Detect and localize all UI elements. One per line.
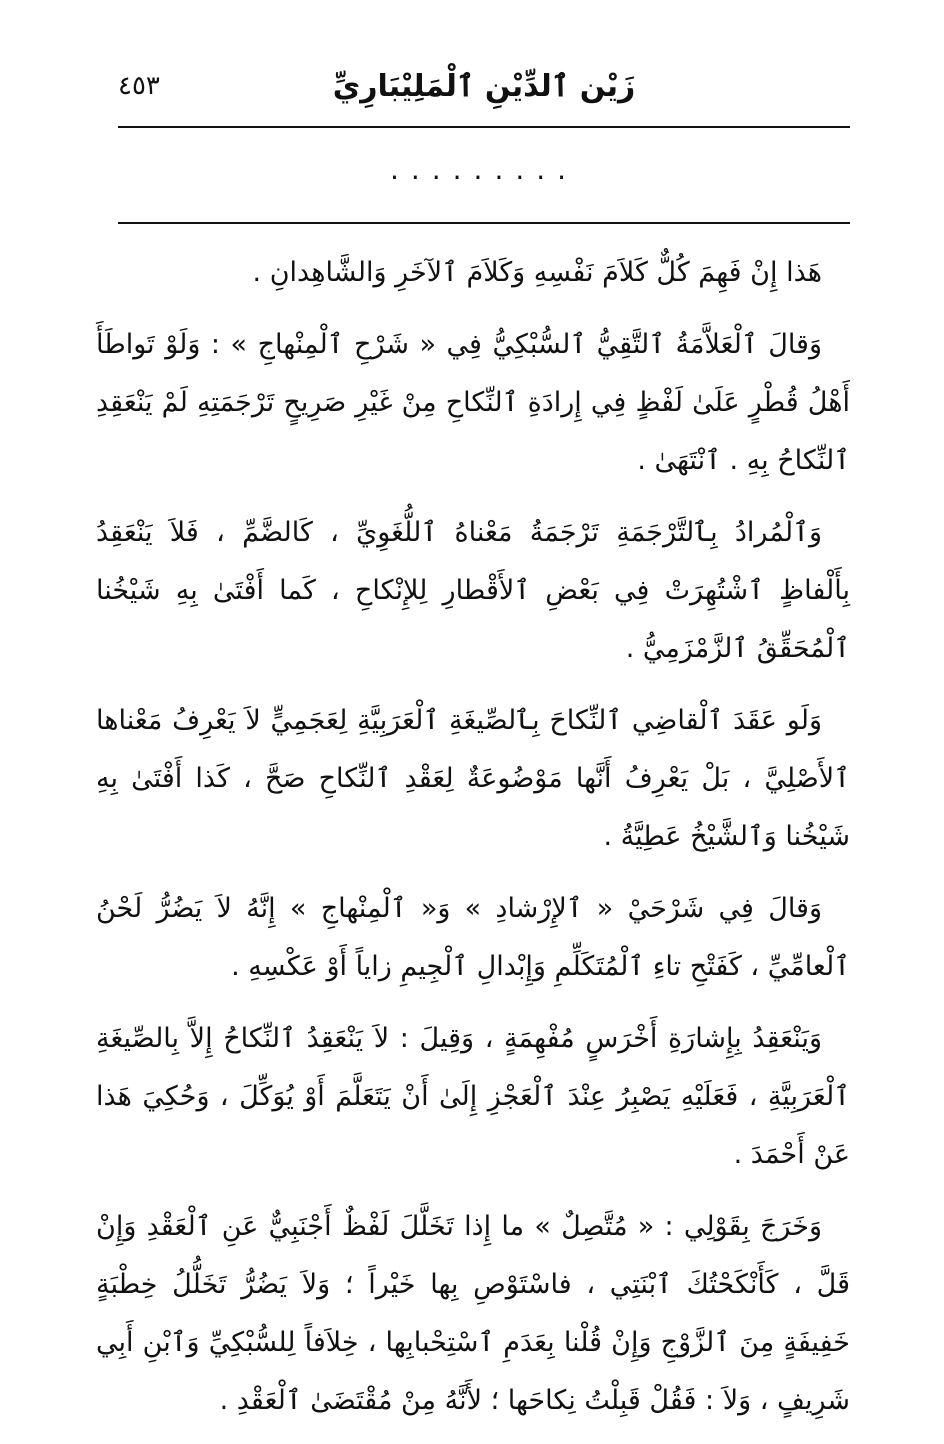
running-title: زَيْن ٱلدِّيْنِ ٱلْمَلِيْبَارِيِّ [332,69,636,104]
paragraph: وَقالَ فِي شَرْحَيْ « ٱلإِرْشادِ » وَ« ٱلْمِنْهاجِ » إِنَّهُ لاَ يَضُرُّ لَحْنُ ٱلْعامِّيِّ ، كَفَتْحِ تاءِ ٱلْمُتَكَلِّمِ وَإِبْدالِ ٱلْجِيمِ زاياً أَوْ عَكْسِهِ . [96,893,850,982]
paragraph: وَلَو عَقَدَ ٱلْقاضِي ٱلنِّكاحَ بِٱلصِّيغَةِ ٱلْعَرَبِيَّةِ لِعَجَمِيٍّ لاَ يَعْرِفُ مَعْناها ٱلأَصْلِيَّ ، بَلْ يَعْرِفُ أَنَّها مَوْضُوعَةٌ لِعَقْدِ ٱلنِّكاحِ صَحَّ ، كَذا أَفْتَىٰ بِهِ شَيْخُنا وَٱلشَّيْخُ عَطِيَّةُ . [96,705,850,852]
section-rule [118,222,850,224]
page-number: ٤٥٣ [118,71,160,101]
paragraph: وَيَنْعَقِدُ بِإِشارَةِ أَخْرَسٍ مُفْهِمَةٍ ، وَقِيلَ : لاَ يَنْعَقِدُ ٱلنِّكاحُ إِلاَّ بِالصِّيغَةِ ٱلْعَرَبِيَّةِ ، فَعَلَيْهِ يَصْبِرُ عِنْدَ ٱلْعَجْزِ إِلَىٰ أَنْ يَتَعَلَّمَ أَوْ يُوَكِّلَ ، وَحُكِيَ هَذا عَنْ أَحْمَدَ . [96,1023,850,1170]
paragraph: هَذا إِنْ فَهِمَ كُلٌّ كَلاَمَ نَفْسِهِ وَكَلاَمَ ٱلآخَرِ وَالشَّاهِدانِ . [252,257,822,288]
page-header [118,62,850,124]
header-rule [118,126,850,128]
paragraph: وَٱلْمُرادُ بِٱلتَّرْجَمَةِ تَرْجَمَةُ مَعْناهُ ٱللُّغَوِيِّ ، كَالضَّمِّ ، فَلاَ يَنْعَقِدُ بِأَلْفاظٍ ٱشْتُهِرَتْ فِي بَعْضِ ٱلأَقْطارِ لِلإِنْكاحِ ، كَما أَفْتَىٰ بِهِ شَيْخُنا ٱلْمُحَقِّقُ ٱلزَّمْزَمِيُّ . [96,517,850,664]
paragraph: وَقالَ ٱلْعَلاَّمَةُ ٱلتَّقِيُّ ٱلسُّبْكِيُّ فِي « شَرْحِ ٱلْمِنْهاجِ » : وَلَوْ تَواطَأَ أَهْلُ قُطْرٍ عَلَىٰ لَفْظٍ فِي إِرادَةِ ٱلنِّكاحِ مِنْ غَيْرِ صَرِيحٍ تَرْجَمَتِهِ لَمْ يَنْعَقِدِ ٱلنِّكاحُ بِهِ . ٱنْتَهَىٰ . [96,329,850,476]
paragraph: وَخَرَجَ بِقَوْلِي : « مُتَّصِلٌ » ما إِذا تَخَلَّلَ لَفْظٌ أَجْنَبِيٌّ عَنِ ٱلْعَقْدِ وَإِنْ قَلَّ ، كَأَنْكَحْتُكَ ٱبْنَتِي ، فاسْتَوْصِ بِها خَيْراً ؛ وَلاَ يَضُرُّ تَخَلُّلُ خِطْبَةٍ خَفِيفَةٍ مِنَ ٱلزَّوْجِ وَإِنْ قُلْنا بِعَدَمِ ٱسْتِحْبابِها ، خِلاَفاً لِلسُّبْكِيِّ وَٱبْنِ أَبِي شَرِيفٍ ، وَلاَ : فَقُلْ قَبِلْتُ نِكاحَها ؛ لأَنَّهُ مِنْ مُقْتَضَىٰ ٱلْعَقْدِ . [96,1211,850,1416]
elision-dots: ......... [389,153,579,186]
main-text [96,244,850,1444]
